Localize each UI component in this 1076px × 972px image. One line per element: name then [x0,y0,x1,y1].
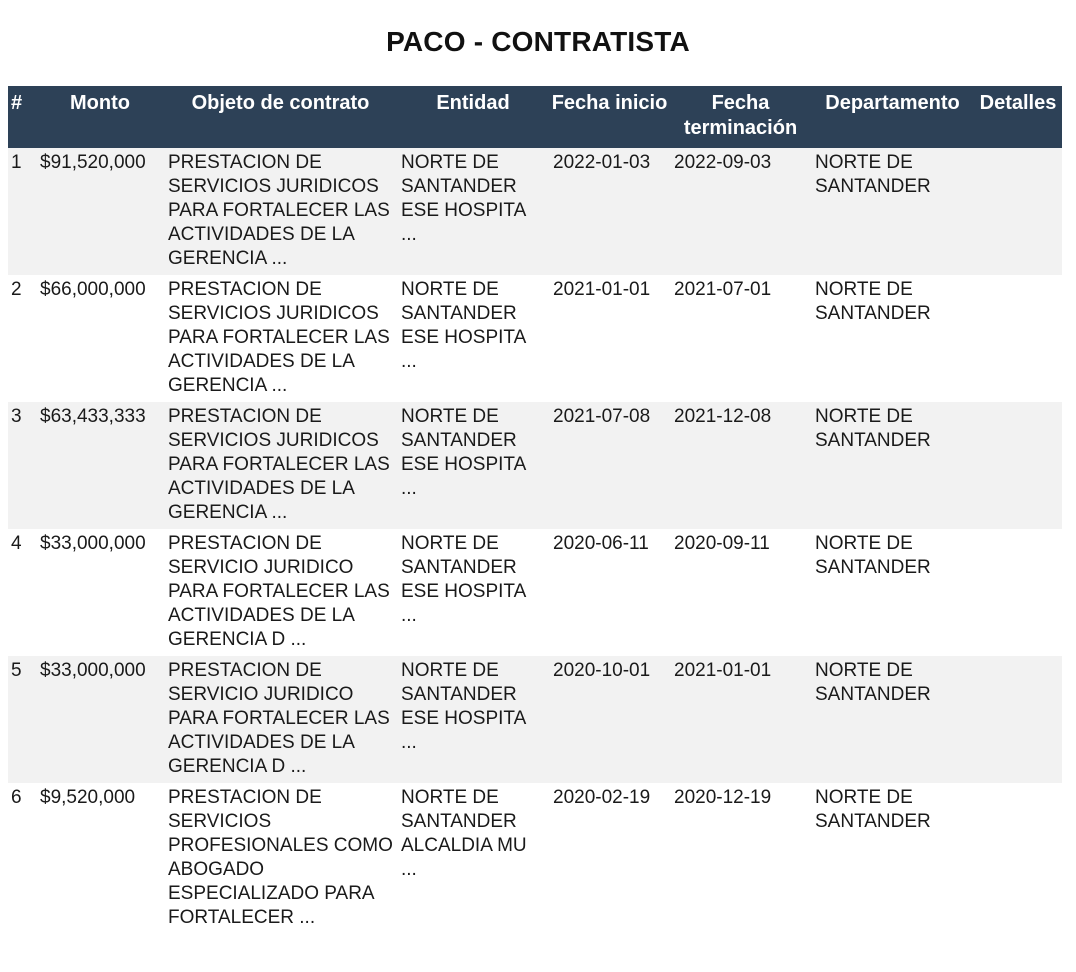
table-row[interactable] [8,275,1062,402]
fecha-terminacion-cell: 2020-09-11 [670,529,811,656]
departamento-cell: NORTE DE SANTANDER [811,656,974,783]
detalles-cell[interactable] [974,402,1062,529]
column-header-objeto[interactable]: Objeto de contrato [164,86,397,148]
fecha-inicio-cell: 2020-06-11 [549,529,670,656]
contracts-table [8,86,1062,935]
fecha-inicio-cell: 2020-02-19 [549,783,670,935]
page-title: PACO - CONTRATISTA [386,26,690,57]
entidad-cell: NORTE DE SANTANDER ESE HOSPITA ... [397,275,549,402]
column-header-num: # [8,86,36,148]
row-number: 5 [8,656,36,783]
table-row[interactable] [8,529,1062,656]
detalles-cell[interactable] [974,148,1062,275]
table-row[interactable] [8,402,1062,529]
row-number: 4 [8,529,36,656]
detalles-cell[interactable] [974,656,1062,783]
row-number: 1 [8,148,36,275]
detalles-cell[interactable] [974,783,1062,935]
column-header-monto[interactable]: Monto [36,86,164,148]
fecha-terminacion-cell: 2022-09-03 [670,148,811,275]
fecha-terminacion-cell: 2021-07-01 [670,275,811,402]
objeto-cell: PRESTACION DE SERVICIOS JURIDICOS PARA FORTALECER LAS ACTIVIDADES DE LA GERENCIA ... [164,402,397,529]
departamento-cell: NORTE DE SANTANDER [811,148,974,275]
departamento-cell: NORTE DE SANTANDER [811,275,974,402]
fecha-inicio-cell: 2021-01-01 [549,275,670,402]
objeto-cell: PRESTACION DE SERVICIOS JURIDICOS PARA FORTALECER LAS ACTIVIDADES DE LA GERENCIA ... [164,148,397,275]
table-row[interactable] [8,148,1062,275]
fecha-inicio-cell: 2021-07-08 [549,402,670,529]
column-header-fecha-terminacion[interactable]: Fecha terminación [670,86,811,148]
detalles-cell[interactable] [974,529,1062,656]
monto-cell: $91,520,000 [36,148,164,275]
table-body [8,148,1062,935]
monto-cell: $63,433,333 [36,402,164,529]
fecha-terminacion-cell: 2021-12-08 [670,402,811,529]
objeto-cell: PRESTACION DE SERVICIOS PROFESIONALES COMO ABOGADO ESPECIALIZADO PARA FORTALECER ... [164,783,397,935]
fecha-terminacion-cell: 2021-01-01 [670,656,811,783]
row-number: 3 [8,402,36,529]
entidad-cell: NORTE DE SANTANDER ESE HOSPITA ... [397,529,549,656]
departamento-cell: NORTE DE SANTANDER [811,402,974,529]
entidad-cell: NORTE DE SANTANDER ESE HOSPITA ... [397,656,549,783]
column-header-departamento[interactable]: Departamento [811,86,974,148]
column-header-fecha-inicio[interactable]: Fecha inicio [549,86,670,148]
monto-cell: $9,520,000 [36,783,164,935]
table-row[interactable] [8,783,1062,935]
table-row[interactable] [8,656,1062,783]
objeto-cell: PRESTACION DE SERVICIO JURIDICO PARA FORTALECER LAS ACTIVIDADES DE LA GERENCIA D ... [164,529,397,656]
departamento-cell: NORTE DE SANTANDER [811,783,974,935]
monto-cell: $66,000,000 [36,275,164,402]
objeto-cell: PRESTACION DE SERVICIO JURIDICO PARA FORTALECER LAS ACTIVIDADES DE LA GERENCIA D ... [164,656,397,783]
monto-cell: $33,000,000 [36,656,164,783]
row-number: 6 [8,783,36,935]
row-number: 2 [8,275,36,402]
departamento-cell: NORTE DE SANTANDER [811,529,974,656]
entidad-cell: NORTE DE SANTANDER ESE HOSPITA ... [397,148,549,275]
detalles-cell[interactable] [974,275,1062,402]
objeto-cell: PRESTACION DE SERVICIOS JURIDICOS PARA FORTALECER LAS ACTIVIDADES DE LA GERENCIA ... [164,275,397,402]
fecha-inicio-cell: 2022-01-03 [549,148,670,275]
column-header-entidad[interactable]: Entidad [397,86,549,148]
fecha-terminacion-cell: 2020-12-19 [670,783,811,935]
entidad-cell: NORTE DE SANTANDER ESE HOSPITA ... [397,402,549,529]
column-header-detalles: Detalles [974,86,1062,148]
monto-cell: $33,000,000 [36,529,164,656]
entidad-cell: NORTE DE SANTANDER ALCALDIA MU ... [397,783,549,935]
table-header [8,86,1062,148]
fecha-inicio-cell: 2020-10-01 [549,656,670,783]
